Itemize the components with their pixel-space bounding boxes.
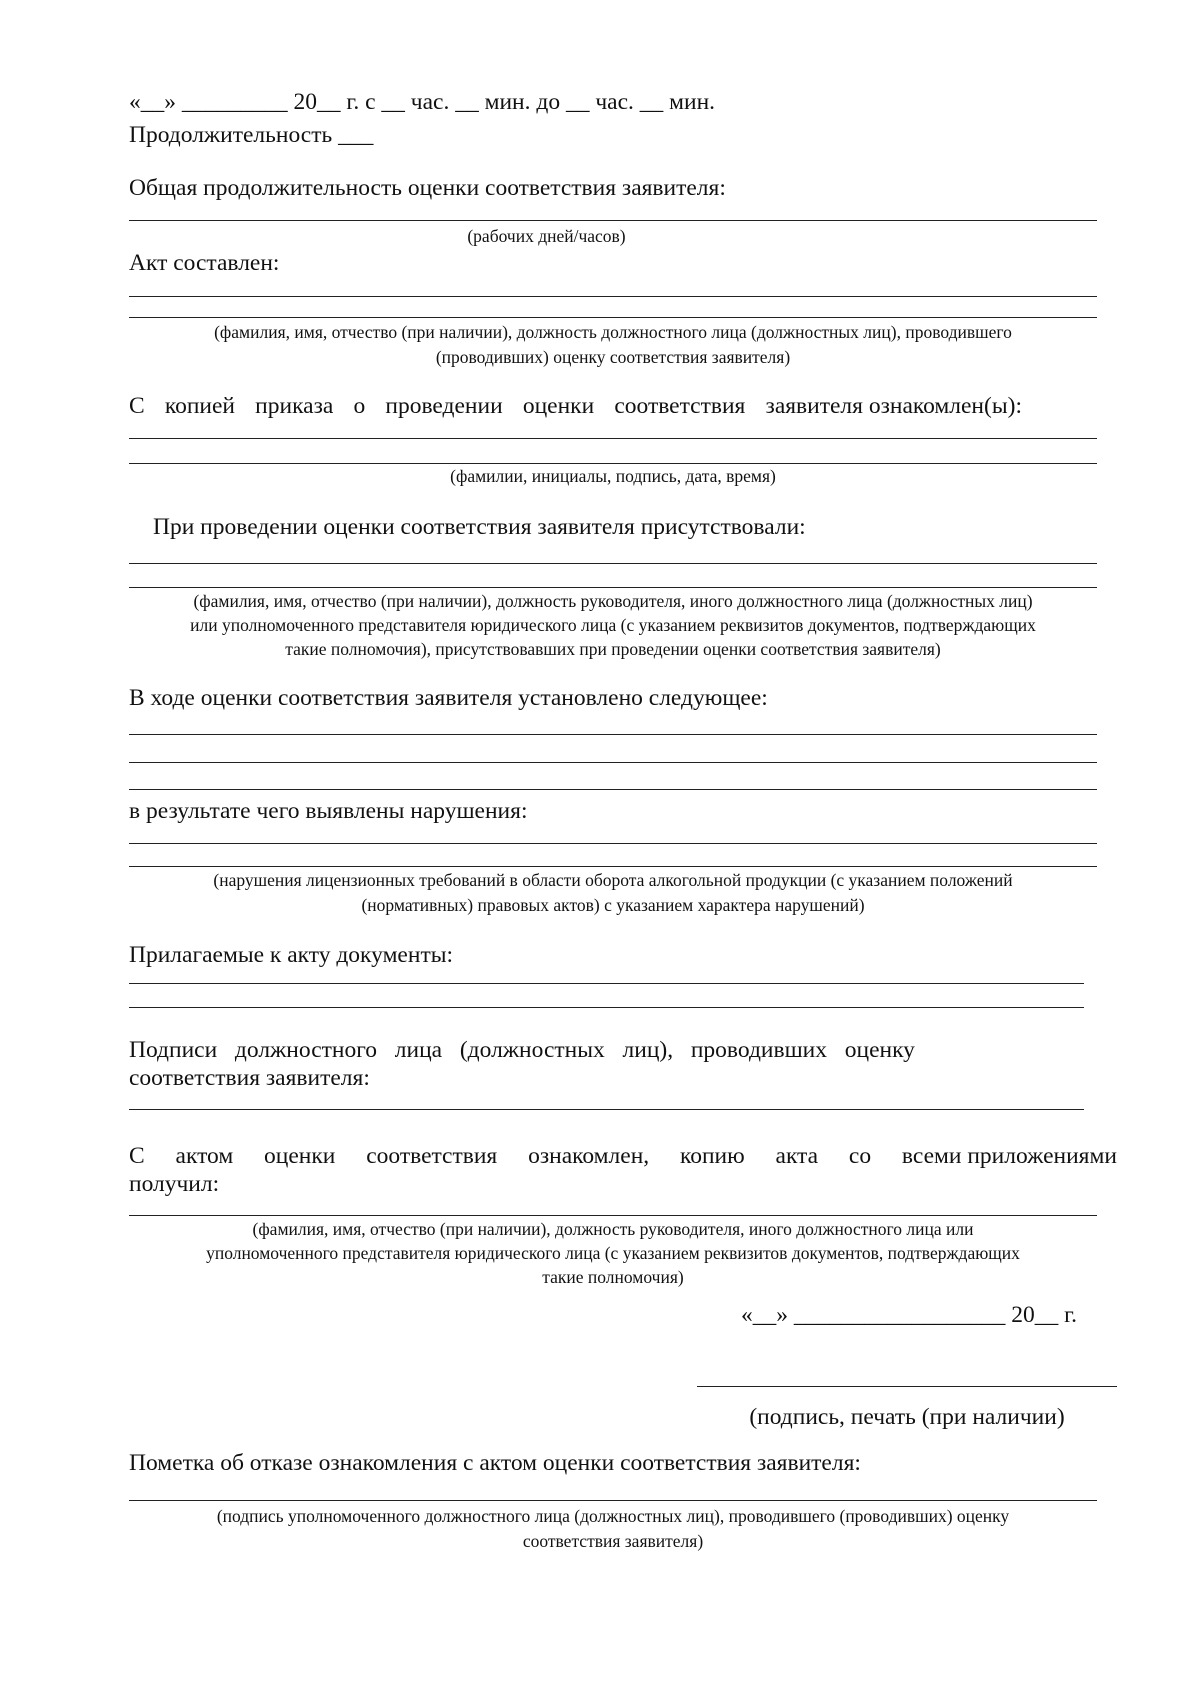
violations-caption-1: (нарушения лицензионных требований в области оборота алкогольной продукции (с указанием положений bbox=[213, 870, 1013, 890]
act-composed-fill-line[interactable] bbox=[129, 317, 1097, 318]
present-caption-2: или уполномоченного представителя юридического лица (с указанием реквизитов документов, подтверждающих bbox=[190, 615, 1036, 635]
violations-fill-line[interactable] bbox=[129, 843, 1097, 844]
time-line: «__» _________ 20__ г. с __ час. __ мин. до __ час. __ мин. bbox=[129, 89, 716, 115]
order-copy-word: проведении bbox=[385, 393, 503, 419]
order-copy-word: приказа bbox=[255, 393, 334, 419]
acquainted-word: копию bbox=[679, 1143, 745, 1169]
violations-label: в результате чего выявлены нарушения: bbox=[129, 798, 528, 824]
signatures-word: Подписи bbox=[129, 1037, 218, 1063]
signatures-word: оценку bbox=[844, 1037, 915, 1063]
order-copy-word: оценки bbox=[522, 393, 595, 419]
acquainted-caption-1: (фамилия, имя, отчество (при наличии), должность руководителя, иного должностного лица или bbox=[252, 1219, 974, 1239]
signatures-word: лиц), bbox=[622, 1037, 674, 1063]
attached-label: Прилагаемые к акту документы: bbox=[129, 942, 454, 968]
acquainted-word: С bbox=[129, 1143, 145, 1169]
acquainted-word: ознакомлен, bbox=[528, 1143, 650, 1169]
present-caption-3: такие полномочия), присутствовавших при проведении оценки соответствия заявителя) bbox=[285, 639, 941, 659]
total-duration-caption: (рабочих дней/часов) bbox=[467, 226, 626, 246]
attached-fill-line[interactable] bbox=[129, 983, 1084, 984]
acquainted-word: со bbox=[848, 1143, 872, 1169]
acquainted-fill-line[interactable] bbox=[129, 1215, 1097, 1216]
order-copy-label bbox=[129, 392, 1022, 420]
act-composed-label: Акт составлен: bbox=[129, 250, 280, 276]
signatures-fill-line[interactable] bbox=[129, 1109, 1084, 1110]
refusal-label: Пометка об отказе ознакомления с актом оценки соответствия заявителя: bbox=[129, 1450, 861, 1476]
order-copy-word: копией bbox=[164, 393, 235, 419]
refusal-caption-1: (подпись уполномоченного должностного лица (должностных лиц), проводившего (проводивших) оценку bbox=[216, 1506, 1010, 1526]
acquainted-word: актом bbox=[175, 1143, 234, 1169]
act-composed-caption-1: (фамилия, имя, отчество (при наличии), должность должностного лица (должностных лиц), проводившего bbox=[214, 322, 1012, 342]
order-copy-caption: (фамилии, инициалы, подпись, дата, время) bbox=[450, 466, 776, 486]
acquainted-line-2: получил: bbox=[129, 1171, 220, 1197]
signatures-word: проводивших bbox=[690, 1037, 827, 1063]
present-fill-line[interactable] bbox=[129, 563, 1097, 564]
signatures-word: (должностных bbox=[459, 1037, 605, 1063]
refusal-fill-line[interactable] bbox=[129, 1500, 1097, 1501]
total-duration-label: Общая продолжительность оценки соответствия заявителя: bbox=[129, 175, 726, 201]
signatures-line-2: соответствия заявителя: bbox=[129, 1065, 370, 1091]
signatures-word: лица bbox=[394, 1037, 443, 1063]
act-composed-caption-2: (проводивших) оценку соответствия заявителя) bbox=[435, 347, 791, 367]
order-copy-fill-line[interactable] bbox=[129, 438, 1097, 439]
date-line[interactable]: «__» __________________ 20__ г. bbox=[741, 1302, 1077, 1328]
present-fill-line[interactable] bbox=[129, 587, 1097, 588]
order-copy-word: С bbox=[129, 393, 145, 419]
acquainted-word: оценки bbox=[264, 1143, 336, 1169]
signatures-label bbox=[129, 1036, 915, 1064]
order-copy-word: соответствия bbox=[614, 393, 746, 419]
acquainted-word: всеми приложениями bbox=[901, 1143, 1117, 1169]
act-composed-fill-line[interactable] bbox=[129, 296, 1097, 297]
present-label: При проведении оценки соответствия заявителя присутствовали: bbox=[153, 514, 806, 540]
acquainted-caption-2: уполномоченного представителя юридического лица (с указанием реквизитов документов, подтверждающих bbox=[206, 1243, 1020, 1263]
signature-stamp-line[interactable] bbox=[697, 1386, 1117, 1387]
acquainted-word: акта bbox=[775, 1143, 819, 1169]
stamp-caption: (подпись, печать (при наличии) bbox=[749, 1404, 1065, 1430]
total-duration-fill-line[interactable] bbox=[129, 220, 1097, 221]
violations-fill-line[interactable] bbox=[129, 866, 1097, 867]
present-caption-1: (фамилия, имя, отчество (при наличии), должность руководителя, иного должностного лица (должностных лиц) bbox=[193, 591, 1033, 611]
order-copy-word: о bbox=[353, 393, 366, 419]
signatures-word: должностного bbox=[234, 1037, 378, 1063]
duration-line: Продолжительность ___ bbox=[129, 122, 374, 148]
established-fill-line[interactable] bbox=[129, 762, 1097, 763]
acquainted-word: соответствия bbox=[366, 1143, 498, 1169]
attached-fill-line[interactable] bbox=[129, 1007, 1084, 1008]
order-copy-word: заявителя ознакомлен(ы): bbox=[765, 393, 1022, 419]
established-fill-line[interactable] bbox=[129, 789, 1097, 790]
acquainted-caption-3: такие полномочия) bbox=[542, 1267, 684, 1287]
established-fill-line[interactable] bbox=[129, 734, 1097, 735]
refusal-caption-2: соответствия заявителя) bbox=[522, 1531, 704, 1551]
violations-caption-2: (нормативных) правовых актов) с указанием характера нарушений) bbox=[361, 895, 865, 915]
established-label: В ходе оценки соответствия заявителя установлено следующее: bbox=[129, 685, 768, 711]
acquainted-label bbox=[129, 1142, 1117, 1170]
